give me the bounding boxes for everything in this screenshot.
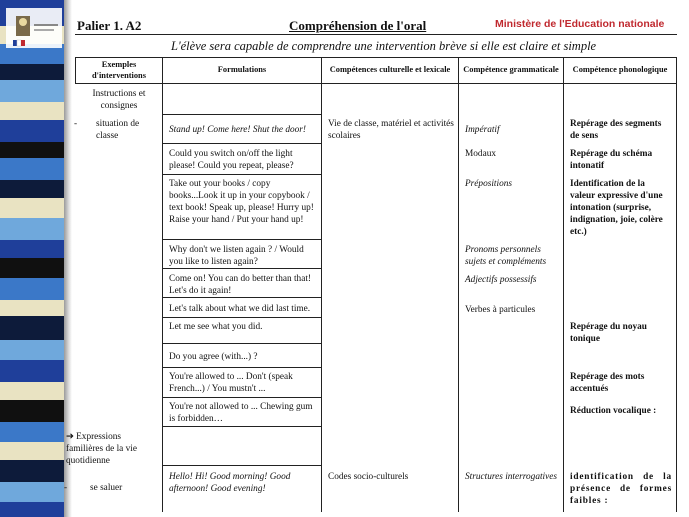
example-dash: - (64, 483, 68, 493)
column-header-cultural: Compétences culturelle et lexicale (329, 65, 451, 75)
grammar-item: Impératif (465, 125, 500, 135)
formulation-item: Let me see what you did. (169, 322, 263, 332)
formulation-item: Take out your books / copy books...Look it up in your copybook / text book! Speak up, please! Hurry up! Raise your hand / Put your hand up! (169, 179, 314, 225)
formulation-item: Come on! You can do better than that! Let's do it again! (169, 274, 312, 296)
phonology-item: Repérage du schéma intonatif (570, 149, 653, 171)
phonology-item: Repérage des segments de sens (570, 119, 662, 141)
grammar-item: Prépositions (465, 179, 513, 189)
grammar-item: Modaux (465, 149, 496, 159)
page-title: Compréhension de l'oral (289, 18, 427, 33)
grammar-item: Structures interrogatives (465, 472, 558, 482)
example-instructions: Instructions et consignes (92, 89, 146, 111)
cultural-item: Codes socio-culturels (328, 472, 409, 482)
example-greeting: se saluer (90, 483, 123, 493)
formulation-item: You're not allowed to ... Chewing gum is forbidden… (169, 402, 313, 424)
ministry-logo-icon (4, 6, 64, 50)
phonology-item: Repérage du noyau tonique (570, 322, 647, 344)
column-header-examples: Exemples d'interventions (92, 60, 146, 80)
formulation-item: You're allowed to ... Don't (speak French...) / You mustn't ... (169, 372, 293, 394)
cultural-item: Vie de classe, matériel et activités scolaires (328, 119, 454, 141)
grammar-item: Verbes à particules (465, 305, 536, 315)
example-expressions: ➔ Expressions familières de la vie quotidienne (66, 432, 137, 466)
phonology-item: Réduction vocalique : (570, 406, 657, 416)
grammar-item: Pronoms personnels sujets et compléments (465, 245, 547, 267)
formulation-item: Could you switch on/off the light please! Could you repeat, please? (169, 149, 294, 171)
column-header-formulations: Formulations (217, 65, 267, 75)
phonology-item: Identification de la valeur expressive d'une intonation (surprise, indignation, joie, colère etc.) (570, 179, 663, 237)
formulation-item: Why don't we listen again ? / Would you like to listen again? (169, 245, 304, 267)
level-label: Palier 1. A2 (77, 18, 142, 33)
formulation-item: Let's talk about what we did last time. (169, 304, 311, 314)
page-subtitle: L'élève sera capable de comprendre une intervention brève si elle est claire et simple (171, 39, 597, 53)
formulation-item: Do you agree (with...) ? (169, 352, 258, 362)
grammar-item: Adjectifs possessifs (465, 275, 537, 285)
formulation-item: Hello! Hi! Good morning! Good afternoon! Good evening! (169, 472, 291, 494)
column-header-grammar: Compétence grammaticale (463, 65, 559, 75)
example-dash: - (74, 119, 78, 129)
example-classroom: situation de classe (96, 119, 140, 141)
ministry-label: Ministère de l'Education nationale (495, 18, 665, 30)
phonology-item: identification de la présence de formes faibles : (570, 472, 672, 506)
formulation-item: Stand up! Come here! Shut the door! (169, 125, 307, 135)
decorative-stripe (0, 0, 72, 517)
phonology-item: Repérage des mots accentués (570, 372, 645, 394)
column-header-phonology: Compétence phonologique (572, 65, 668, 75)
